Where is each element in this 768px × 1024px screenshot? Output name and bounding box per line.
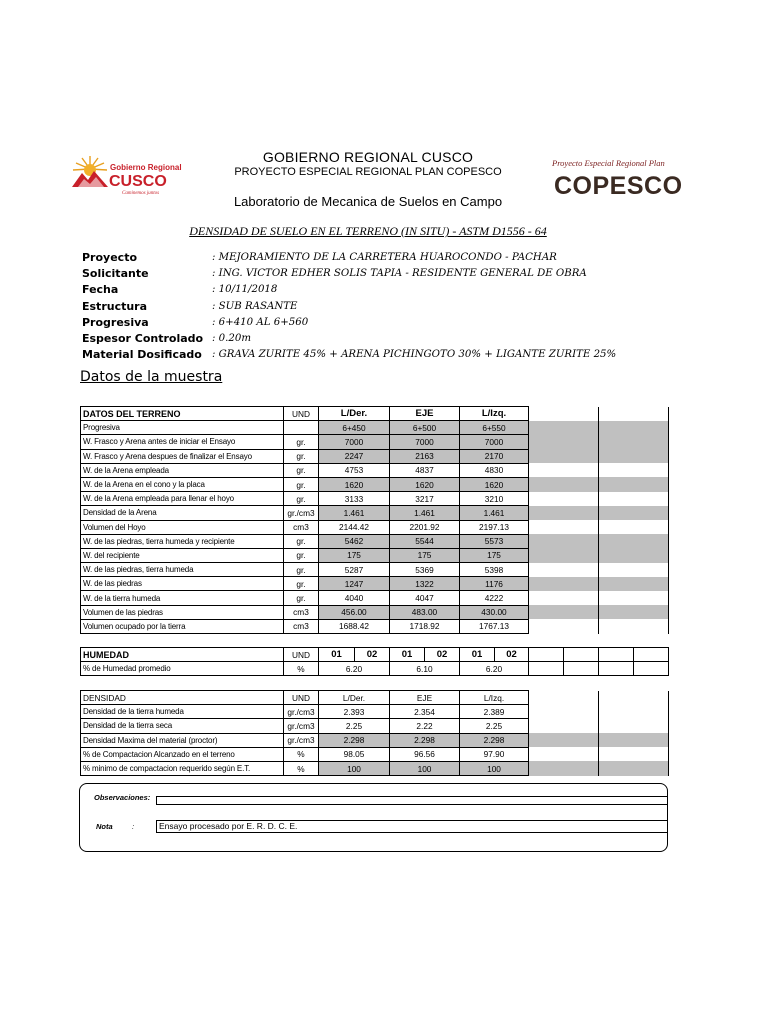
row-unit: gr. [284,577,319,591]
table-row [81,534,669,548]
table-header-row [81,691,669,705]
row-unit: % [284,747,319,761]
logo-text-line3: Caminemos juntos [122,191,160,196]
table-row [81,548,669,562]
row-unit: % [284,761,319,775]
column-header: L/Der. [319,407,390,421]
empty-cell [599,449,669,463]
empty-cell [599,605,669,619]
data-cell: 5544 [390,534,460,548]
row-unit: gr. [284,534,319,548]
data-cell: 7000 [319,435,390,449]
row-label: Densidad de la tierra seca [81,719,284,733]
row-label: W. de las piedras, tierra humeda y recipiente [81,534,284,548]
row-label: W. de la tierra humeda [81,591,284,605]
observations-field [156,796,668,805]
info-row-proyecto [82,249,682,265]
row-label: W. Frasco y Arena antes de iniciar el Ensayo [81,435,284,449]
data-cell: 2247 [319,449,390,463]
row-unit: gr. [284,591,319,605]
table-row [81,591,669,605]
info-label: Solicitante [82,266,149,280]
empty-cell [529,605,599,619]
info-value: : 6+410 AL 6+560 [212,316,309,328]
row-label: % de Humedad promedio [81,662,284,676]
column-header: UND [284,407,319,421]
data-cell: 2197.13 [460,520,529,534]
row-unit: gr. [284,435,319,449]
logo-text-line1: Gobierno Regional [110,163,182,172]
row-label: Densidad Maxima del material (proctor) [81,733,284,747]
empty-cell [599,506,669,520]
info-row-solicitante [82,265,682,281]
data-cell: 100 [390,761,460,775]
column-header: L/Izq. [460,407,529,421]
data-cell: 2.25 [460,719,529,733]
info-row-progresiva [82,314,682,330]
empty-cell [599,705,669,719]
data-cell: 97.90 [460,747,529,761]
table-row [81,747,669,761]
data-cell: 2.25 [319,719,390,733]
table-row [81,520,669,534]
empty-cell [599,719,669,733]
empty-cell [529,492,599,506]
test-title: DENSIDAD DE SUELO EN EL TERRENO (IN SITU) - ASTM D1556 - 64 [189,224,547,238]
empty-cell [564,648,599,662]
humedad-table [80,647,669,676]
data-cell: 483.00 [390,605,460,619]
empty-cell [529,548,599,562]
info-row-material [82,347,682,363]
empty-cell [529,719,599,733]
data-cell: 1620 [390,477,460,491]
data-cell: 1688.42 [319,619,390,633]
table-row [81,477,669,491]
copesco-wordmark: COPESCO [554,172,683,200]
row-unit [284,421,319,435]
project-info [82,249,682,363]
row-unit: gr./cm3 [284,719,319,733]
data-cell: 5369 [390,563,460,577]
data-cell: 6+450 [319,421,390,435]
empty-cell [599,563,669,577]
data-cell: 1718.92 [390,619,460,633]
data-cell: 1.461 [319,506,390,520]
row-unit: cm3 [284,619,319,633]
data-cell: 2.298 [390,733,460,747]
row-unit: gr. [284,477,319,491]
data-cell: 5398 [460,563,529,577]
info-value: : 10/11/2018 [212,284,278,296]
info-value: : SUB RASANTE [212,300,298,312]
nota-label: Nota [96,822,113,831]
data-cell: 2170 [460,449,529,463]
table-row [81,492,669,506]
densidad-table [80,690,669,776]
column-header: 01 [460,648,495,662]
table-row [81,449,669,463]
row-unit: % [284,662,319,676]
data-cell: 6+550 [460,421,529,435]
info-value: : ING. VICTOR EDHER SOLIS TAPIA - RESIDENTE GENERAL DE OBRA [212,267,587,279]
empty-cell [599,492,669,506]
data-cell: 3210 [460,492,529,506]
row-label: % minimo de compactacion requerido según E.T. [81,761,284,775]
empty-cell [599,407,669,421]
info-value: : GRAVA ZURITE 45% + ARENA PICHINGOTO 30% + LIGANTE ZURITE 25% [212,349,617,361]
table-row [81,421,669,435]
nota-text: Ensayo procesado por E. R. D. C. E. [156,820,668,833]
data-cell: 2144.42 [319,520,390,534]
terreno-table [80,406,669,634]
data-cell: 4222 [460,591,529,605]
empty-cell [599,733,669,747]
empty-cell [599,691,669,705]
data-cell: 1620 [319,477,390,491]
data-cell: 175 [319,548,390,562]
data-cell: 100 [460,761,529,775]
empty-cell [564,662,599,676]
empty-cell [529,591,599,605]
column-header: EJE [390,691,460,705]
empty-cell [529,619,599,633]
data-cell: 175 [460,548,529,562]
data-cell: 6.10 [390,662,460,676]
empty-cell [599,761,669,775]
row-unit: gr./cm3 [284,733,319,747]
empty-cell [529,648,564,662]
info-value: : 0.20m [212,333,252,345]
row-label: Densidad de la Arena [81,506,284,520]
row-unit: gr. [284,449,319,463]
data-cell: 5573 [460,534,529,548]
row-label: Volumen de las piedras [81,605,284,619]
table-row [81,463,669,477]
empty-cell [599,591,669,605]
row-unit: gr./cm3 [284,705,319,719]
column-header: EJE [390,407,460,421]
empty-cell [599,619,669,633]
column-header: L/Izq. [460,691,529,705]
info-label: Material Dosificado [82,348,202,362]
data-cell: 1.461 [460,506,529,520]
data-cell: 4753 [319,463,390,477]
row-label: W. del recipiente [81,548,284,562]
data-cell: 2.389 [460,705,529,719]
data-cell: 430.00 [460,605,529,619]
section-title: Datos de la muestra [80,369,223,385]
empty-cell [529,435,599,449]
column-header: DENSIDAD [81,691,284,705]
copesco-tagline: Proyecto Especial Regional Plan [552,158,665,168]
column-header: L/Der. [319,691,390,705]
empty-cell [599,421,669,435]
table-row [81,577,669,591]
data-cell: 2.298 [319,733,390,747]
logo-text-line2: CUSCO [109,173,167,190]
empty-cell [634,662,669,676]
lab-title: Laboratorio de Mecanica de Suelos en Campo [233,194,503,209]
info-label: Progresiva [82,315,149,329]
empty-cell [529,407,599,421]
row-unit: gr. [284,492,319,506]
column-header: DATOS DEL TERRENO [81,407,284,421]
data-cell: 1176 [460,577,529,591]
column-header: 01 [319,648,355,662]
empty-cell [599,548,669,562]
empty-cell [529,477,599,491]
empty-cell [529,691,599,705]
empty-cell [599,477,669,491]
table-row [81,761,669,775]
data-cell: 2201.92 [390,520,460,534]
row-unit: gr. [284,548,319,562]
info-label: Proyecto [82,250,138,264]
data-cell: 2.354 [390,705,460,719]
table-header-row [81,648,669,662]
column-header: UND [284,648,319,662]
data-cell: 6.20 [460,662,529,676]
data-cell: 4837 [390,463,460,477]
empty-cell [529,747,599,761]
row-unit: cm3 [284,605,319,619]
info-label: Estructura [82,299,148,313]
table-row [81,619,669,633]
data-cell: 7000 [460,435,529,449]
empty-cell [529,449,599,463]
row-label: W. de la Arena empleada para llenar el hoyo [81,492,284,506]
empty-cell [529,761,599,775]
data-cell: 2.22 [390,719,460,733]
data-cell: 6+500 [390,421,460,435]
data-cell: 456.00 [319,605,390,619]
empty-cell [599,577,669,591]
empty-cell [634,648,669,662]
column-header: 02 [425,648,460,662]
nota-colon: : [132,822,135,831]
row-unit: gr. [284,563,319,577]
empty-cell [529,534,599,548]
data-cell: 2.298 [460,733,529,747]
row-label: W. de las piedras, tierra humeda [81,563,284,577]
row-label: W. de la Arena en el cono y la placa [81,477,284,491]
empty-cell [599,662,634,676]
column-header: 02 [495,648,529,662]
data-cell: 2163 [390,449,460,463]
data-cell: 7000 [390,435,460,449]
row-label: Densidad de la tierra humeda [81,705,284,719]
info-label: Fecha [82,283,119,297]
data-cell: 4047 [390,591,460,605]
row-unit: gr./cm3 [284,506,319,520]
empty-cell [529,520,599,534]
info-row-fecha [82,282,682,298]
info-label: Espesor Controlado [82,332,204,346]
table-row [81,435,669,449]
empty-cell [529,463,599,477]
data-cell: 5462 [319,534,390,548]
empty-cell [599,520,669,534]
row-label: Volumen ocupado por la tierra [81,619,284,633]
table-row [81,705,669,719]
row-label: Progresiva [81,421,284,435]
table-row [81,563,669,577]
column-header: UND [284,691,319,705]
empty-cell [529,506,599,520]
empty-cell [599,648,634,662]
observations-label: Observaciones: [94,793,151,802]
data-cell: 96.56 [390,747,460,761]
info-row-espesor [82,330,682,346]
row-label: W. de la Arena empleada [81,463,284,477]
empty-cell [529,662,564,676]
row-unit: cm3 [284,520,319,534]
observations-box [79,783,668,852]
data-cell: 3133 [319,492,390,506]
org-title: GOBIERNO REGIONAL CUSCO [262,149,474,165]
data-cell: 4040 [319,591,390,605]
empty-cell [529,705,599,719]
data-cell: 1620 [460,477,529,491]
row-label: W. de las piedras [81,577,284,591]
row-unit: gr. [284,463,319,477]
data-cell: 1767.13 [460,619,529,633]
empty-cell [529,577,599,591]
info-value: : MEJORAMIENTO DE LA CARRETERA HUAROCONDO - PACHAR [212,251,557,263]
table-row [81,605,669,619]
data-cell: 4830 [460,463,529,477]
empty-cell [599,435,669,449]
row-label: % de Compactacion Alcanzado en el terreno [81,747,284,761]
table-header-row [81,407,669,421]
data-cell: 3217 [390,492,460,506]
data-cell: 1322 [390,577,460,591]
data-cell: 1247 [319,577,390,591]
column-header: HUMEDAD [81,648,284,662]
data-cell: 100 [319,761,390,775]
table-row [81,662,669,676]
column-header: 02 [355,648,390,662]
empty-cell [529,563,599,577]
empty-cell [529,733,599,747]
column-header: 01 [390,648,425,662]
table-row [81,719,669,733]
table-row [81,733,669,747]
project-org-title: PROYECTO ESPECIAL REGIONAL PLAN COPESCO [234,166,502,178]
empty-cell [529,421,599,435]
data-cell: 175 [390,548,460,562]
data-cell: 98.05 [319,747,390,761]
table-row [81,506,669,520]
row-label: Volumen del Hoyo [81,520,284,534]
data-cell: 5287 [319,563,390,577]
data-cell: 1.461 [390,506,460,520]
empty-cell [599,463,669,477]
row-label: W. Frasco y Arena despues de finalizar el Ensayo [81,449,284,463]
empty-cell [599,747,669,761]
data-cell: 6.20 [319,662,390,676]
empty-cell [599,534,669,548]
data-cell: 2.393 [319,705,390,719]
info-row-estructura [82,298,682,314]
